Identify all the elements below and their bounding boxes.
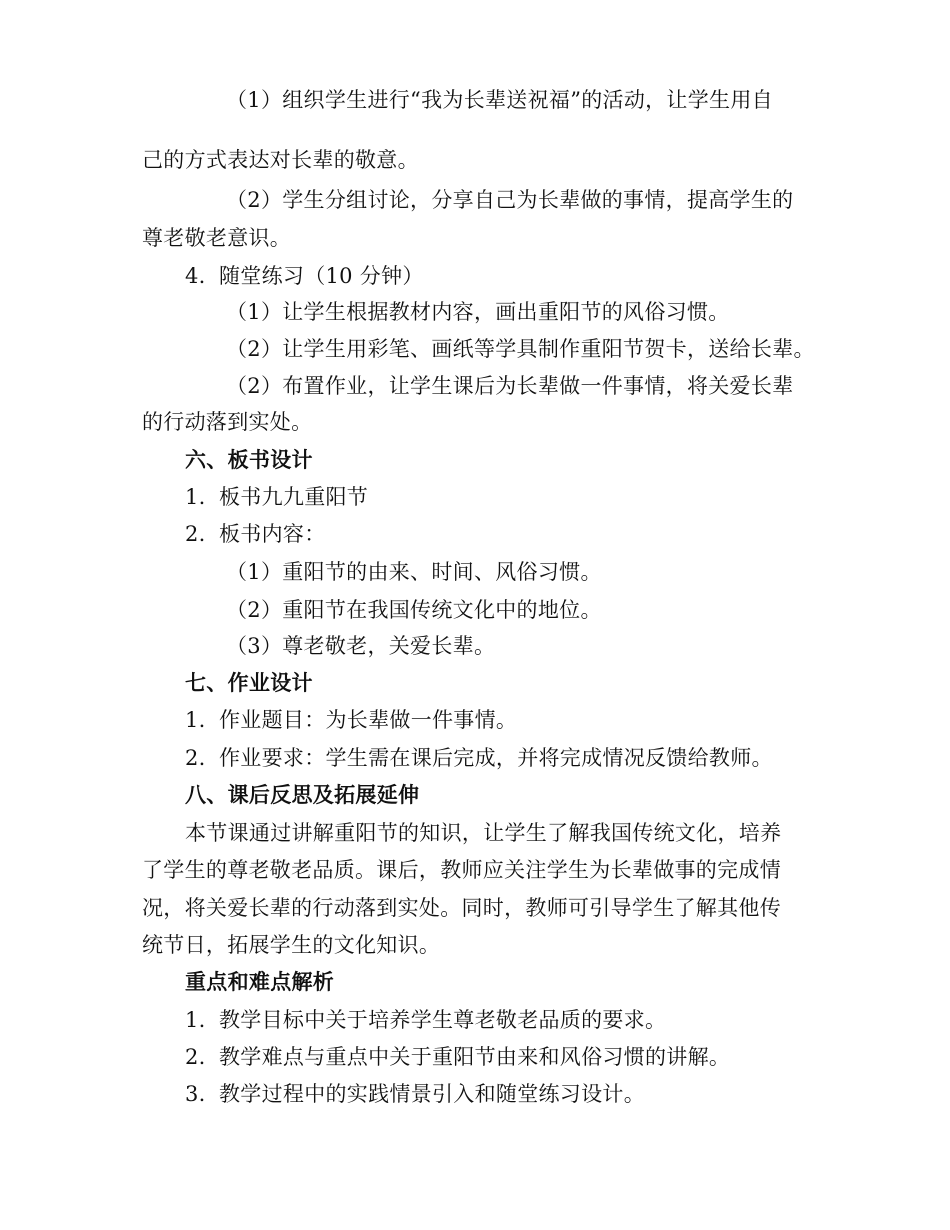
paragraph-line: 了学生的尊老敬老品质。课后，教师应关注学生为长辈做事的完成情: [142, 858, 781, 882]
list-number: 4.: [185, 264, 206, 288]
paragraph-line: 统节日，拓展学生的文化知识。: [142, 933, 441, 957]
list-text: 教学目标中关于培养学生尊老敬老品质的要求。: [219, 1008, 667, 1032]
section-heading: 八、课后反思及拓展延伸: [185, 782, 420, 807]
list-text: 板书九九重阳节: [219, 485, 369, 509]
list-item: [185, 520, 326, 548]
paragraph-line: 的行动落到实处。: [142, 410, 313, 434]
list-number: 3.: [185, 1082, 206, 1106]
list-number: 1.: [185, 708, 206, 732]
list-item: [185, 744, 773, 772]
paragraph-line: 己的方式表达对长辈的敬意。: [142, 148, 419, 172]
list-number: 2.: [185, 522, 206, 546]
list-text: 板书内容：: [219, 522, 326, 546]
list-item: [185, 1006, 666, 1034]
list-text: 教学过程中的实践情景引入和随堂练习设计。: [219, 1082, 645, 1106]
list-number: 2.: [185, 1045, 206, 1069]
paragraph-line: （1）组织学生进行“我为长辈送祝福”的活动，让学生用自: [226, 88, 773, 112]
list-item: [185, 262, 424, 290]
paragraph-line: （2）学生分组讨论，分享自己为长辈做的事情，提高学生的: [226, 188, 794, 212]
list-text: 作业题目：为长辈做一件事情。: [219, 708, 518, 732]
paragraph-line: 尊老敬老意识。: [142, 226, 292, 250]
sub-item: （1）让学生根据教材内容，画出重阳节的风俗习惯。: [226, 300, 730, 324]
paragraph-line: 况，将关爱长辈的行动落到实处。同时，教师可引导学生了解其他传: [142, 896, 781, 920]
sub-item: （2）布置作业，让学生课后为长辈做一件事情，将关爱长辈: [226, 374, 794, 398]
sub-item: （1）重阳节的由来、时间、风俗习惯。: [226, 560, 602, 584]
sub-item: （2）让学生用彩笔、画纸等学具制作重阳节贺卡，送给长辈。: [226, 337, 815, 361]
sub-item: （3）尊老敬老，关爱长辈。: [226, 634, 496, 658]
section-heading: 七、作业设计: [185, 670, 313, 695]
paragraph-line: 本节课通过讲解重阳节的知识，让学生了解我国传统文化，培养: [185, 821, 782, 845]
list-text: 随堂练习（10 分钟）: [219, 264, 424, 288]
list-item: [185, 1080, 645, 1108]
list-item: [185, 706, 517, 734]
sub-item: （2）重阳节在我国传统文化中的地位。: [226, 598, 602, 622]
list-text: 作业要求：学生需在课后完成，并将完成情况反馈给教师。: [219, 746, 773, 770]
list-number: 1.: [185, 1008, 206, 1032]
section-heading: 重点和难点解析: [185, 969, 335, 994]
list-item: [185, 483, 368, 511]
list-number: 2.: [185, 746, 206, 770]
list-item: [185, 1043, 730, 1071]
list-text: 教学难点与重点中关于重阳节由来和风俗习惯的讲解。: [219, 1045, 731, 1069]
list-number: 1.: [185, 485, 206, 509]
section-heading: 六、板书设计: [185, 447, 313, 472]
